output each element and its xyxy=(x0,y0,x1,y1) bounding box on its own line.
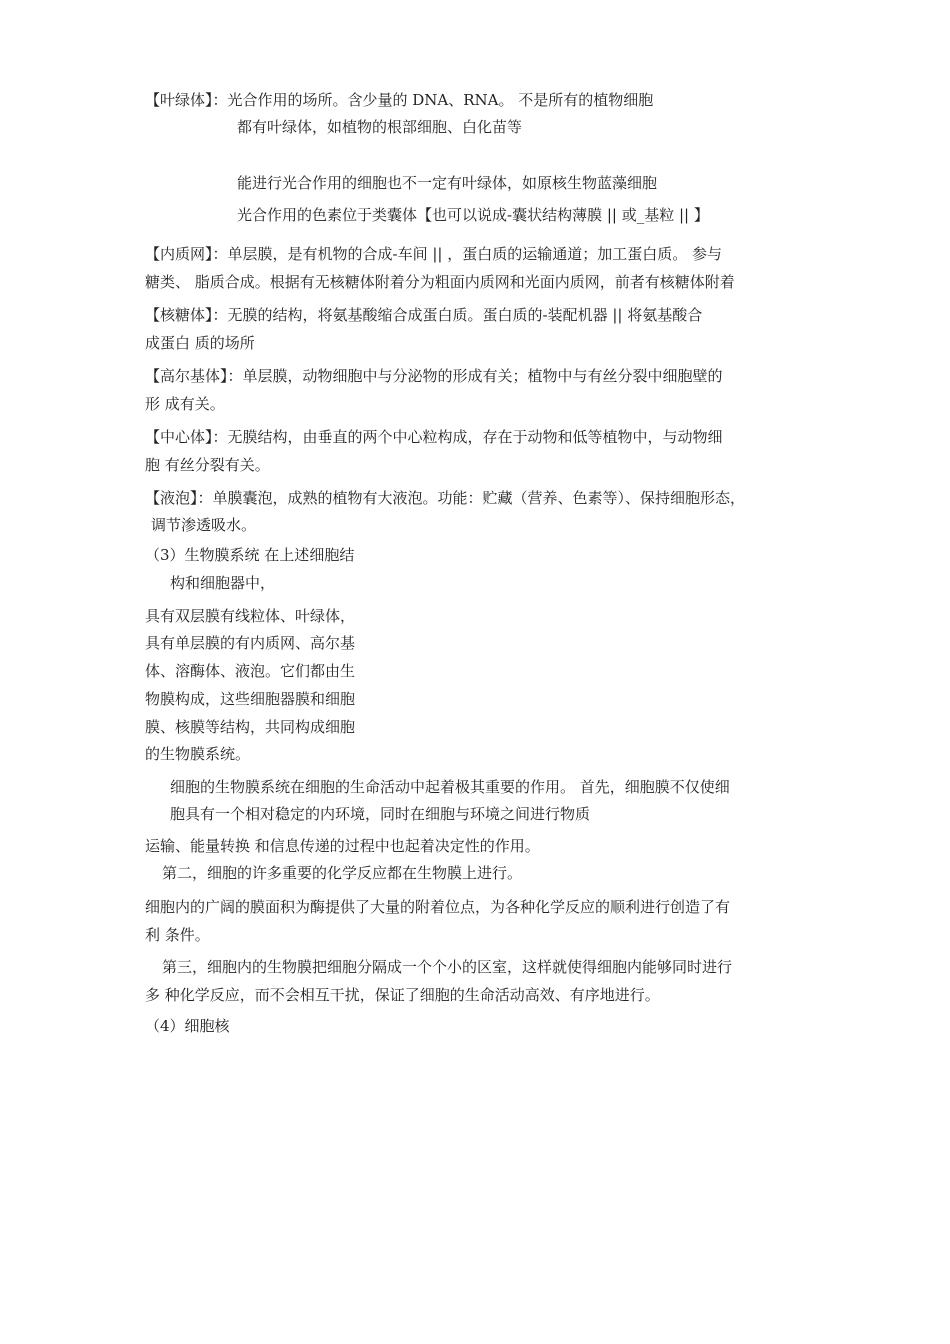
section-heading: （4）细胞核 xyxy=(145,1017,230,1035)
text-line: 胞具有一个相对稳定的内环境，同时在细胞与环境之间进行物质 xyxy=(170,805,591,823)
text-line: 【高尔基体】：单层膜，动物细胞中与分泌物的形成有关；植物中与有丝分裂中细胞壁的 xyxy=(145,367,723,385)
text-line: 【中心体】：无膜结构，由垂直的两个中心粒构成，存在于动物和低等植物中，与动物细 xyxy=(145,428,723,446)
text-line: 调节渗透吸水。 xyxy=(151,516,257,534)
text-line: 构和细胞器中， xyxy=(170,574,276,592)
text-line: 成蛋白 质的场所 xyxy=(145,334,255,352)
text-line: 多 种化学反应，而不会相互干扰，保证了细胞的生命活动高效、有序地进行。 xyxy=(145,986,660,1004)
text-line: 【核糖体】：无膜的结构，将氨基酸缩合成蛋白质。蛋白质的-装配机器 || 将氨基酸合 xyxy=(145,306,703,324)
text-line: 体、溶酶体、液泡。它们都由生 xyxy=(145,662,356,680)
text-line: 胞 有丝分裂有关。 xyxy=(145,456,270,474)
text-line: 膜、核膜等结构，共同构成细胞 xyxy=(145,718,356,736)
text-line: 第三，细胞内的生物膜把细胞分隔成一个个小的区室，这样就使得细胞内能够同时进行 xyxy=(162,958,733,976)
text-line: 【叶绿体】：光合作用的场所。含少量的 DNA、RNA。 不是所有的植物细胞 xyxy=(145,91,654,109)
text-line: 的生物膜系统。 xyxy=(145,745,251,763)
section-heading: （3）生物膜系统 在上述细胞结 xyxy=(145,546,355,564)
text-line: 【内质网】：单层膜，是有机物的合成-车间 || ，蛋白质的运输通道；加工蛋白质。 参与 xyxy=(145,245,722,263)
text-line: 第二，细胞的许多重要的化学反应都在生物膜上进行。 xyxy=(162,864,523,882)
text-line: 能进行光合作用的细胞也不一定有叶绿体，如原核生物蓝藻细胞 xyxy=(237,174,658,192)
text-line: 都有叶绿体，如植物的根部细胞、白化苗等 xyxy=(237,118,523,136)
text-line: 具有单层膜的有内质网、高尔基 xyxy=(145,634,356,652)
text-line: 【液泡】：单膜囊泡，成熟的植物有大液泡。功能：贮藏（营养、色素等）、保持细胞形态， xyxy=(145,489,746,507)
text-line: 利 条件。 xyxy=(145,926,210,944)
text-line: 物膜构成，这些细胞器膜和细胞 xyxy=(145,690,356,708)
text-line: 细胞的生物膜系统在细胞的生命活动中起着极其重要的作用。 首先，细胞膜不仅使细 xyxy=(170,778,730,796)
text-line: 运输、能量转换 和信息传递的过程中也起着决定性的作用。 xyxy=(145,837,540,855)
text-line: 具有双层膜有线粒体、叶绿体， xyxy=(145,607,356,625)
text-line: 细胞内的广阔的膜面积为酶提供了大量的附着位点，为各种化学反应的顺利进行创造了有 xyxy=(145,898,731,916)
text-line: 光合作用的色素位于类囊体【也可以说成-囊状结构薄膜 || 或_基粒 || 】 xyxy=(237,206,709,224)
text-line: 糖类、 脂质合成。根据有无核糖体附着分为粗面内质网和光面内质网，前者有核糖体附着 xyxy=(145,273,735,291)
text-line: 形 成有关。 xyxy=(145,395,225,413)
